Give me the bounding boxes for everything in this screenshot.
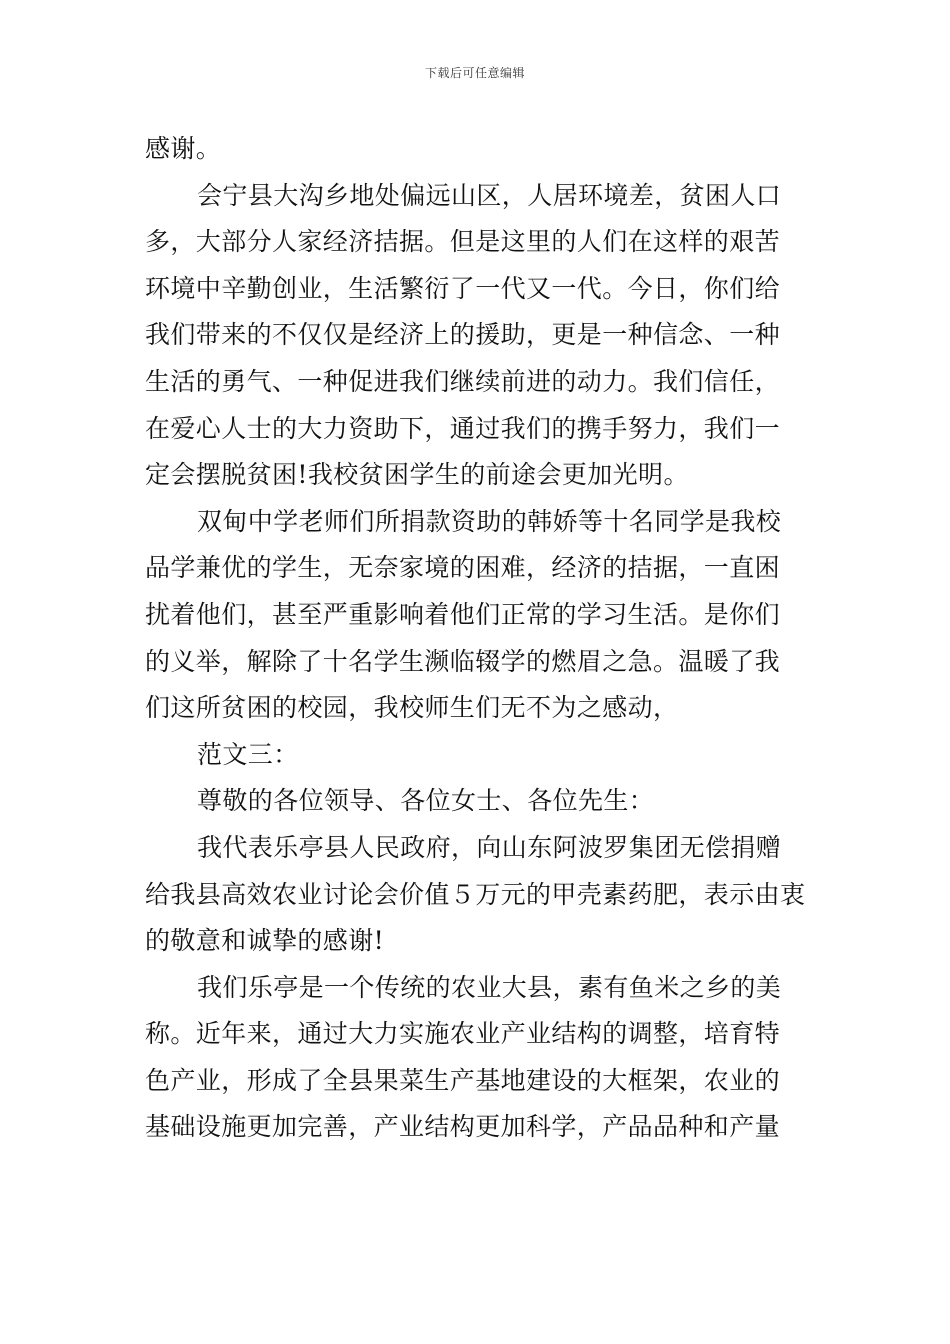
text-line: 给我县高效农业讨论会价值５万元的甲壳素药肥，表示由衷 — [145, 879, 806, 909]
text-line: 们这所贫困的校园，我校师生们无不为之感动， — [145, 693, 679, 723]
text-line: 我代表乐亭县人民政府，向山东阿波罗集团无偿捐赠 — [197, 832, 782, 862]
text-line: 我们带来的不仅仅是经济上的援助，更是一种信念、一种 — [145, 320, 781, 350]
text-line: 我们乐亭是一个传统的农业大县，素有鱼米之乡的美 — [197, 972, 782, 1002]
text-line: 的义举，解除了十名学生濒临辍学的燃眉之急。温暖了我 — [145, 646, 781, 676]
text-line: 扰着他们，甚至严重影响着他们正常的学习生活。是你们 — [145, 599, 781, 629]
document-body — [145, 126, 805, 1151]
text-line: 的敬意和诚挚的感谢! — [145, 926, 385, 956]
text-line: 基础设施更加完善，产业结构更加科学，产品品种和产量 — [145, 1112, 781, 1142]
text-line: 会宁县大沟乡地处偏远山区，人居环境差，贫困人口 — [197, 180, 782, 210]
section-heading: 范文三： — [197, 739, 299, 769]
text-line: 生活的勇气、一种促进我们继续前进的动力。我们信任， — [145, 366, 781, 396]
text-line: 定会摆脱贫困!我校贫困学生的前途会更加光明。 — [145, 460, 689, 490]
text-line: 品学兼优的学生，无奈家境的困难，经济的拮据，一直困 — [145, 553, 781, 583]
text-line: 感谢。 — [145, 134, 222, 163]
text-line: 多，大部分人家经济拮据。但是这里的人们在这样的艰苦 — [145, 227, 781, 257]
text-line: 称。近年来，通过大力实施农业产业结构的调整，培育特 — [145, 1019, 781, 1049]
text-line: 色产业，形成了全县果菜生产基地建设的大框架，农业的 — [145, 1065, 781, 1095]
text-line: 环境中辛勤创业，生活繁衍了一代又一代。今日，你们给 — [145, 273, 781, 303]
text-line: 双甸中学老师们所捐款资助的韩娇等十名同学是我校 — [197, 506, 782, 536]
text-line: 在爱心人士的大力资助下，通过我们的携手努力，我们一 — [145, 413, 781, 443]
page-header: 下载后可任意编辑 — [424, 66, 525, 80]
salutation: 尊敬的各位领导、各位女士、各位先生： — [197, 786, 655, 816]
